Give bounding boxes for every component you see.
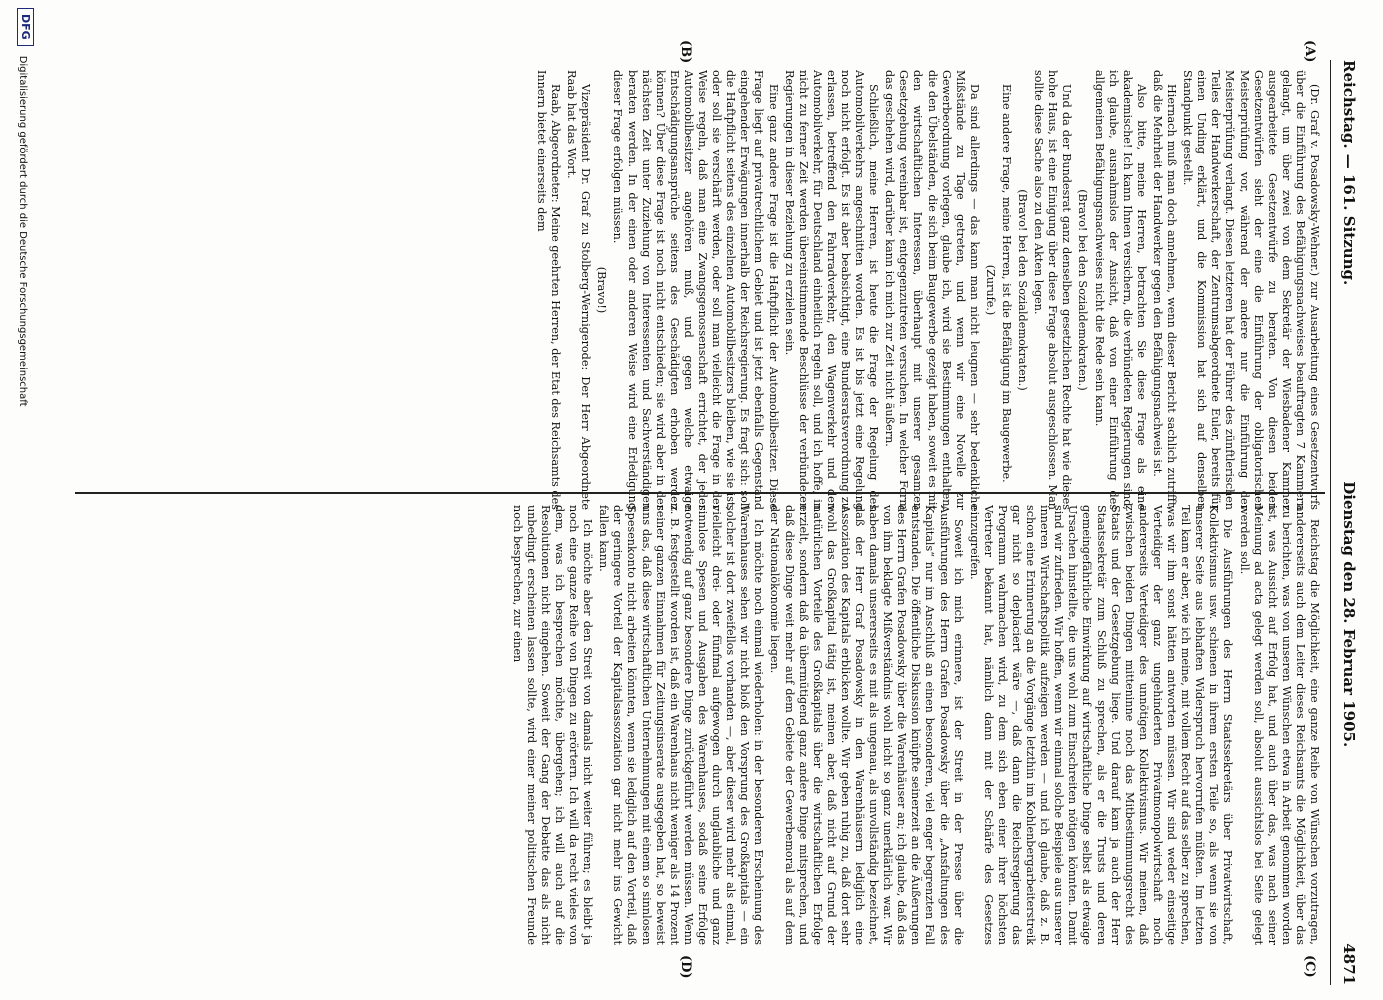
paragraph: Ich möchte noch einmal wiederholen: in der besonderen Erscheinung des Warenhauses sehen wir nicht bloß den Vorsprung des Großkapitals — ein solcher ist dort zweifellos vorhanden —, aber dieser wird mehr als einmal, vielleicht drei- oder fünfmal aufgewogen durch unglaubliche und ganz sinnlose Spesen und Ausgaben des Warenhauses, sodaß seine Erfolge notwendig auf ganz besondere Dinge zurückgeführt werden müssen. Wenn z. B. festgestellt worden ist, daß ein Warenhaus nicht weniger als 14 Prozent seiner ganzen Einnahmen für Zeitungsinserate ausgegeben hat, so beweist uns das, daß diese wirtschaftlichen Unternehmungen mit einem so sinnlosen Spesenkonto nicht arbeiten könnten, wenn sie lediglich auf den Vorteil, daß der geringere Vorteil der Kapitalsassoziation gar nicht mehr ins Gewicht fallen kann. xyxy=(597,505,766,945)
interjection: (Zurufe.) xyxy=(983,264,997,316)
page-header xyxy=(1330,60,1367,985)
dfg-logo: DFG xyxy=(17,8,34,46)
paragraph: Reichstag die Möglichkeit, eine ganze Reihe von Wünschen vorzutragen, andererseits auch dem Leiter dieses Reichsamts die Möglichkeit, über das zu berichten, was von unseren Wünschen etwa in Arbeit genommen worden ist, was Aussicht auf Erfolg hat, und auch über das, was nach seiner Meinung ad acta gelegt werden soll, absolut aussichtslos bei Seite gelegt werden soll. xyxy=(1237,505,1321,945)
paragraph: Die Ausführungen des Herrn Staatssekretärs über Privatwirtschaft, Kollektivismus usw. schienen in ihrem ersten Teile so, als wenn sie von unserer Seite aus lebhaften Widerspruch hervorrufen müßten. Im letzten Teil kam er aber, wie ich meine, mit vollem Recht auf das selber zu sprechen, was wir ihm sonst hätten antworten müssen. Wir sind weder einseitige Verteidiger der ganz ungehinderten Privatmonopolwirtschaft noch andererseits Verteidiger des unnötigen Kollektivismus. Wir meinen, daß zwischen beiden Dingen mitteninne noch das Mitbestimmungsrecht des Staats und der Gesetzgebung liege. Und darauf kam ja auch der Herr Staatssekretär zum Schluß zu sprechen, als er die Trusts und deren gemeingefährliche Einwirkung auf wirtschaftliche Dinge selbst als etwaige Ursachen hinstellte, die uns wohl zum Einschreiten nötigen könnten. Damit sind wir zufrieden. Wir hoffen, wenn wir einmal solche Beispiele aus unserer inneren Wirtschaftspolitik aufzeigen werden — und ich glaube, daß z. B. schon eine Erinnerung an die Vorgänge letzthin im Kohlenbergarbeiterstreik gar nicht so deplaciert wäre —, daß dann die Reichsregierung das Programm wahrmachen wird, zu dem sich eben einer ihrer höchsten Vertreter bekannt hat, nämlich dann mit der Schärfe des Gesetzes einzugreifen. xyxy=(967,505,1235,945)
speaker-paragraph: Raab, Abgeordneter: Meine geehrten Herren, der Etat des Reichsamts des Innern bietet einerseits dem xyxy=(535,70,563,510)
digitization-footer xyxy=(17,8,53,988)
left-text-column xyxy=(81,70,1321,510)
paragraph: Eine andere Frage, meine Herren, ist die Befähigung im Baugewerbe. xyxy=(1000,84,1014,483)
interjection: (Bravo!) xyxy=(595,266,609,314)
right-text-column xyxy=(81,505,1321,945)
paragraph: Schließlich, meine Herren, ist heute die Frage der Regelung des Automobilverkehrs angeschnitten worden. Es ist bis jetzt eine Regelung noch nicht erfolgt. Es ist aber beabsichtigt, eine Bundesratsverordnung zu erlassen, betreffend den Fahrradverkehr, den Wagenverkehr und den Automobilverkehr, für Deutschland einheitlich regeln soll, und ich hoffe, in nicht zu ferner Zeit werden übereinstimmende Beschlüsse der verbündeten Regierungen in dieser Beziehung zu erzielen sein. xyxy=(782,70,881,510)
paragraph: Eine ganz andere Frage ist die Haftpflicht der Automobilbesitzer. Diese Frage liegt auf privatrechtlichem Gebiet und ist jetzt ebenfalls Gegenstand eingehender Erwägungen innerhalb der Reichsregierung. Es fragt sich: soll die Haftpflicht seitens des einzelnen Automobilbesitzers bleiben, wie sie ist, oder soll sie verschärft werden, oder soll man vielleicht die Frage in der Weise regeln, daß man eine Zwangsgenossenschaft errichtet, der jeder Automobilbesitzer angehören muß, und gegen welche etwaige Entschädigungsansprüche seitens des Geschädigten erhoben werden können? Über diese Frage ist noch nicht entschieden; sie wird aber in der nächsten Zeit unter Zuziehung von Interessenten und Sachverständigen beraten werden. In der einen oder anderen Weise wird eine Erledigung dieser Frage erfolgen müssen. xyxy=(611,70,780,510)
margin-marker-a: (A) xyxy=(1302,40,1317,63)
margin-marker-c: (C) xyxy=(1302,955,1317,978)
margin-marker-d: (D) xyxy=(678,955,693,979)
interjection: (Bravo! bei den Sozialdemokraten.) xyxy=(1016,189,1030,391)
paragraph: Also bitte, meine Herren, betrachten Sie diese Frage als eine akademische! Ich kann Ihnen versichern, die verbündeten Regierungen sind, ich glaube, ausnahmslos der Ansicht, daß von einer Einführung des allgemeinen Befähigungsnachweises nicht die Rede sein kann. xyxy=(1092,70,1148,510)
speaker-paragraph: Vizepräsident Dr. Graf zu Stolberg-Wernigerode: Der Herr Abgeordnete Raab hat das Wort. xyxy=(565,70,593,510)
paragraph: (Dr. Graf v. Posadowsky-Wehner.) zur Ausarbeitung eines Gesetzentwurfs über die Einführung des Befähigungsnachweises beauftragten 7 Kammern gelangt, um über zwei von dem Sekretär der Wiesbadener Kammer ausgearbeitete Gesetzentwürfe zu beraten. Von diesen beiden Gesetzentwürfen sieht der eine die Einführung der obligatorischen Meisterprüfung vor, während der andere nur die Einführung der Meisterprüfung verlangt. Diesen letzteren hat der Führer des zünftlerischen Teiles der Handwerkerschaft, der Zentrumsabgeordnete Euler, bereits für einen Unding erklärt, und die Kommission hat sich auf denselben Standpunkt gestellt. xyxy=(1181,70,1321,510)
digitization-note: Digitalisierung gefördert durch die Deutsche Forschungsgemeinschaft xyxy=(17,55,28,407)
column-divider xyxy=(75,492,1325,494)
header-left: Reichstag. — 161. Sitzung. xyxy=(1340,60,1358,286)
margin-marker-b: (B) xyxy=(678,40,693,64)
interjection: (Bravo! bei den Sozialdemokraten.) xyxy=(1076,189,1090,391)
paragraph: Und da der Bundesrat ganz denselben gesetzlichen Rechte hat wie dieses hohe Haus, ist eine Einigung über diese Frage absolut ausgeschlossen. Man sollte diese Sache also zu den Akten legen. xyxy=(1032,70,1074,510)
page-number: 4871 xyxy=(1340,943,1358,985)
paragraph: Ich möchte aber den Streit von damals nicht weiter führen; es bleibt ja noch eine ganze Reihe von Dingen zu erörtern. Ich will da recht vieles von dem, was ich besprechen möchte, übergehen; ich will auch auf die Resolutionen nicht eingehen. Soweit der Gang der Debatte das als nicht unbedingt erscheinen lassen sollte, wird einer meiner politischen Freunde noch besprechen, zur einen xyxy=(510,505,595,945)
paragraph: Da sind allerdings — das kann man nicht leugnen — sehr bedenkliche Mißstände zu Tage getreten, und wenn wir eine Novelle zur Gewerbeordnung vorlegen, glaube ich, wird sie Bestimmungen enthalten, die den Übelständen, die sich beim Baugewerbe gezeigt haben, soweit es mit den wirtschaftlichen Interessen, überhaupt mit unserer gesamten Gesetzgebung vereinbar ist, entgegenzutreten versuchen. In welcher Form das geschehen wird, darüber kann ich mich zur Zeit nicht äußern. xyxy=(883,70,981,510)
paragraph: Hiernach muß man doch annehmen, wenn dieser Bericht sachlich zutrifft, daß die Mehrheit der Handwerker gegen den Befähigungsnachweis ist. xyxy=(1150,70,1179,510)
paragraph: Soweit ich mich erinnere, ist der Streit in der Presse über die Ausführungen des Herrn Grafen Posadowsky über die „Ansfaltungen des Kapitals“ nur im Anschluß an einen besonderen, viel enger begrenzten Fall entstanden. Die öffentliche Diskussion knüpfte seinerzeit an die Äußerungen des Herrn Grafen Posadowsky über die Warenhäuser an; ich glaube, daß das von ihm beklagte Mißverständnis wohl nicht so ganz unerklärlich war. Wir haben damals unsererseits es mit als ungenau, als unvollständig bezeichnet, daß der Herr Graf Posadowsky in den Warenhäusern lediglich eine Assoziation des Kapitals erblicken wollte. Wir geben ruhig zu, daß dort sehr wohl das Großkapital tätig ist, meinen aber, daß nicht auf Grund der natürlichen Vorteile des Großkapitals über die wirtschaftlichen Erfolge erzielt, sondern daß da übermütigend ganz andere Dinge mitsprechen, und daß diese Dinge weit mehr auf dem Gebiete der Gewerbemoral als auf dem der Nationalökonomie liegen. xyxy=(768,505,965,945)
header-date: Dienstag den 28. Februar 1905. xyxy=(1340,481,1358,748)
